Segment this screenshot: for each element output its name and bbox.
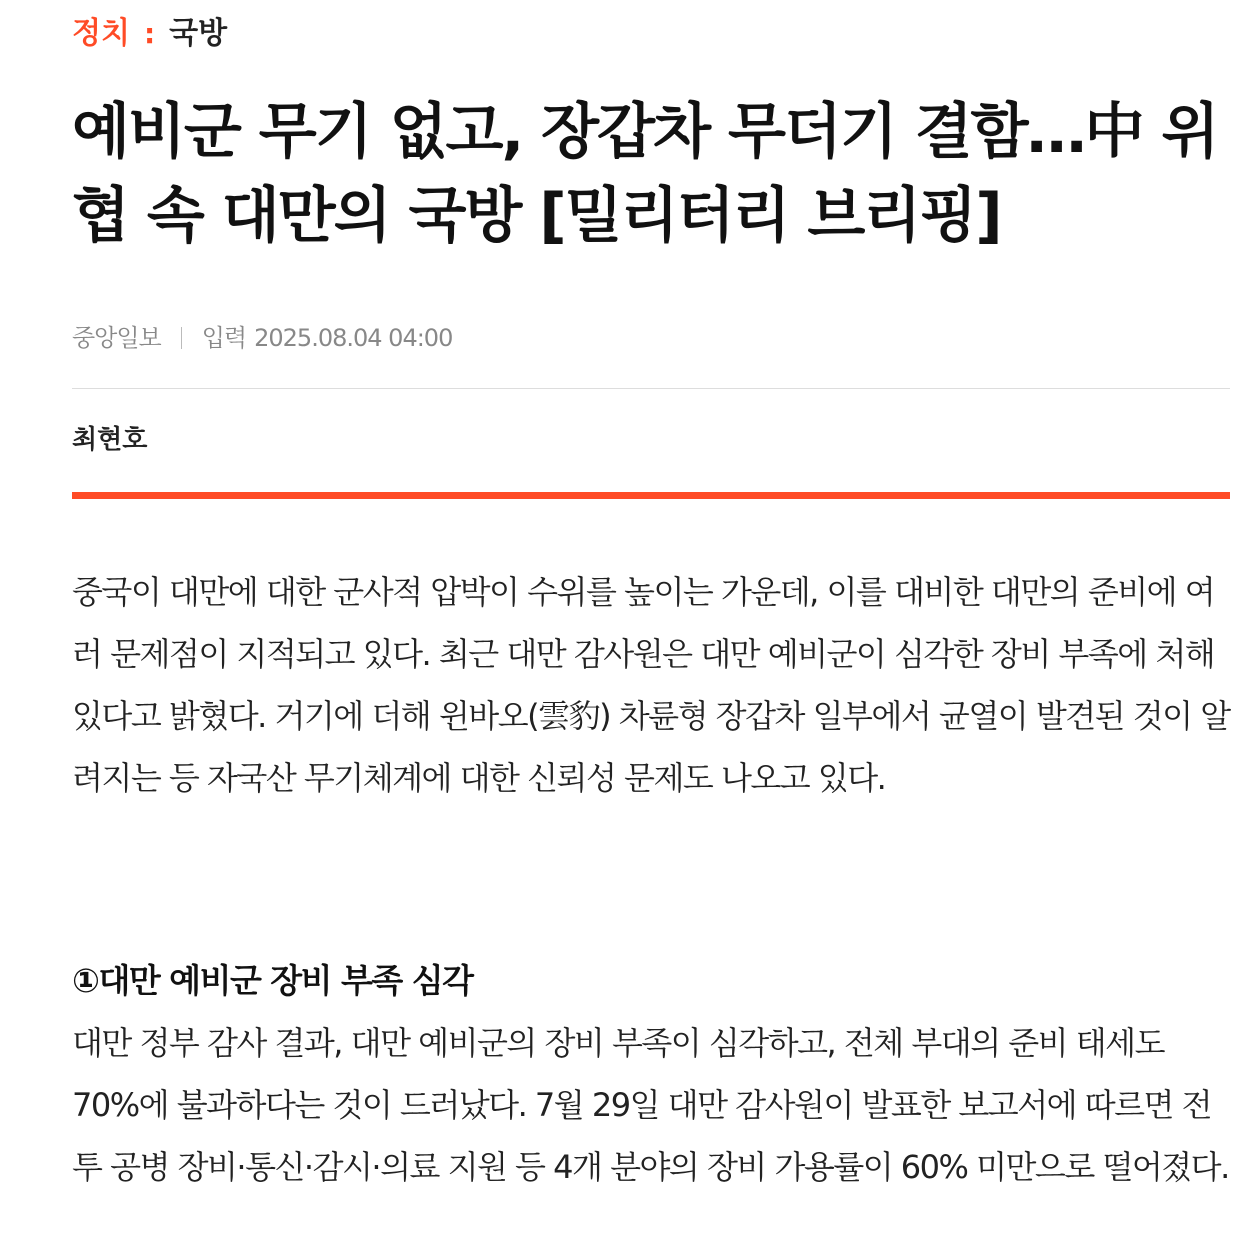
lead-paragraph: 중국이 대만에 대한 군사적 압박이 수위를 높이는 가운데, 이를 대비한 대만의 준비에 여러 문제점이 지적되고 있다. 최근 대만 감사원은 대만 예비군이 심각한 장비 부족에 처해있다고 밝혔다. 거기에 더해 윈바오(雲豹) 차륜형 장갑차 일부에서 균열이 발견된 것이 알려지는 등 자국산 무기체계에 대한 신뢰성 문제도 나오고 있다. — [72, 573, 1230, 797]
article-title: 예비군 무기 없고, 장갑차 무더기 결함…中 위협 속 대만의 국방 [밀리터리 브리핑] — [72, 97, 1218, 251]
breadcrumb — [72, 14, 227, 54]
breadcrumb-section-link[interactable]: 정치 — [72, 16, 130, 51]
breadcrumb-subsection-link[interactable]: 국방 — [169, 16, 228, 51]
breadcrumb-separator: : — [143, 17, 156, 50]
article-meta — [72, 320, 452, 356]
author-name[interactable]: 최현호 — [72, 425, 148, 455]
meta-divider-line — [72, 388, 1230, 389]
section-heading: ①대만 예비군 장비 부족 심각 — [72, 961, 473, 1000]
published-date: 2025.08.04 04:00 — [254, 324, 453, 352]
published-label: 입력 — [201, 324, 247, 352]
accent-divider-bar — [72, 492, 1230, 499]
article-source: 중앙일보 — [72, 324, 161, 352]
section-paragraph: 대만 정부 감사 결과, 대만 예비군의 장비 부족이 심각하고, 전체 부대의 준비 태세도 70%에 불과하다는 것이 드러났다. 7월 29일 대만 감사원이 발표한 보고서에 따르면 전투 공병 장비·통신·감시·의료 지원 등 4개 분야의 장비 가용률이 60% 미만으로 떨어졌다. — [72, 1024, 1229, 1186]
meta-divider — [181, 327, 182, 349]
